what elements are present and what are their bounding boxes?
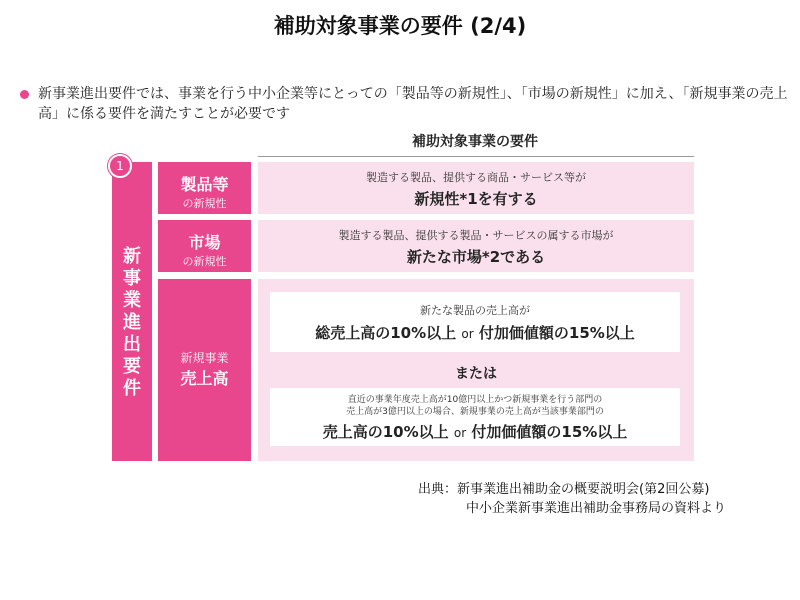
cell-new-business-sales [258,279,694,461]
bullet-text: 新事業進出要件では、事業を行う中小企業等にとっての「製品等の新規性」、「市場の新規性」に加え、「新規事業の売上高」に係る要件を満たすことが必要です [38,86,788,122]
label-new-business-sales: 新規事業 売上高 [158,279,251,461]
bullet-dot-icon [20,90,29,99]
or-separator: または [455,366,497,382]
table-title: 補助対象事業の要件 [412,134,538,150]
row1-desc: 製造する製品、提供する商品・サービス等が [366,171,586,184]
source-line-1: 出典：新事業進出補助金の概要説明会(第2回公募) [418,482,710,497]
row1-requirement: 新規性*1を有する [414,190,538,208]
source-citation [418,480,726,518]
row2-desc: 製造する製品、提供する製品・サービスの属する市場が [338,229,614,242]
row2-requirement: 新たな市場*2である [406,248,546,266]
table-title-divider [258,156,694,157]
vertical-label: 新 事 業 進 出 要 件 [123,246,141,399]
source-line-2: 中小企業新事業進出補助金事務局の資料より [466,501,727,516]
sales-condition-box-1: 新たな製品の売上高が 総売上高の10%以上 or 付加価値額の15%以上 [270,292,680,352]
label-market-novelty: 市場 の新規性 [158,220,251,272]
cell-market-novelty [258,220,694,272]
sales-condition-box-2: 直近の事業年度売上高が10億円以上かつ新規事業を行う部門の 売上高が3億円以上の場合、新規事業の売上高が当該事業部門の 売上高の10%以上 or 付加価値額の15%以上 [270,388,680,446]
cell-product-novelty [258,162,694,214]
bullet-paragraph [20,84,790,124]
label-product-novelty: 製品等 の新規性 [158,162,251,214]
slide-title: 補助対象事業の要件 (2/4) [273,14,527,38]
number-badge: 1 [108,154,132,178]
